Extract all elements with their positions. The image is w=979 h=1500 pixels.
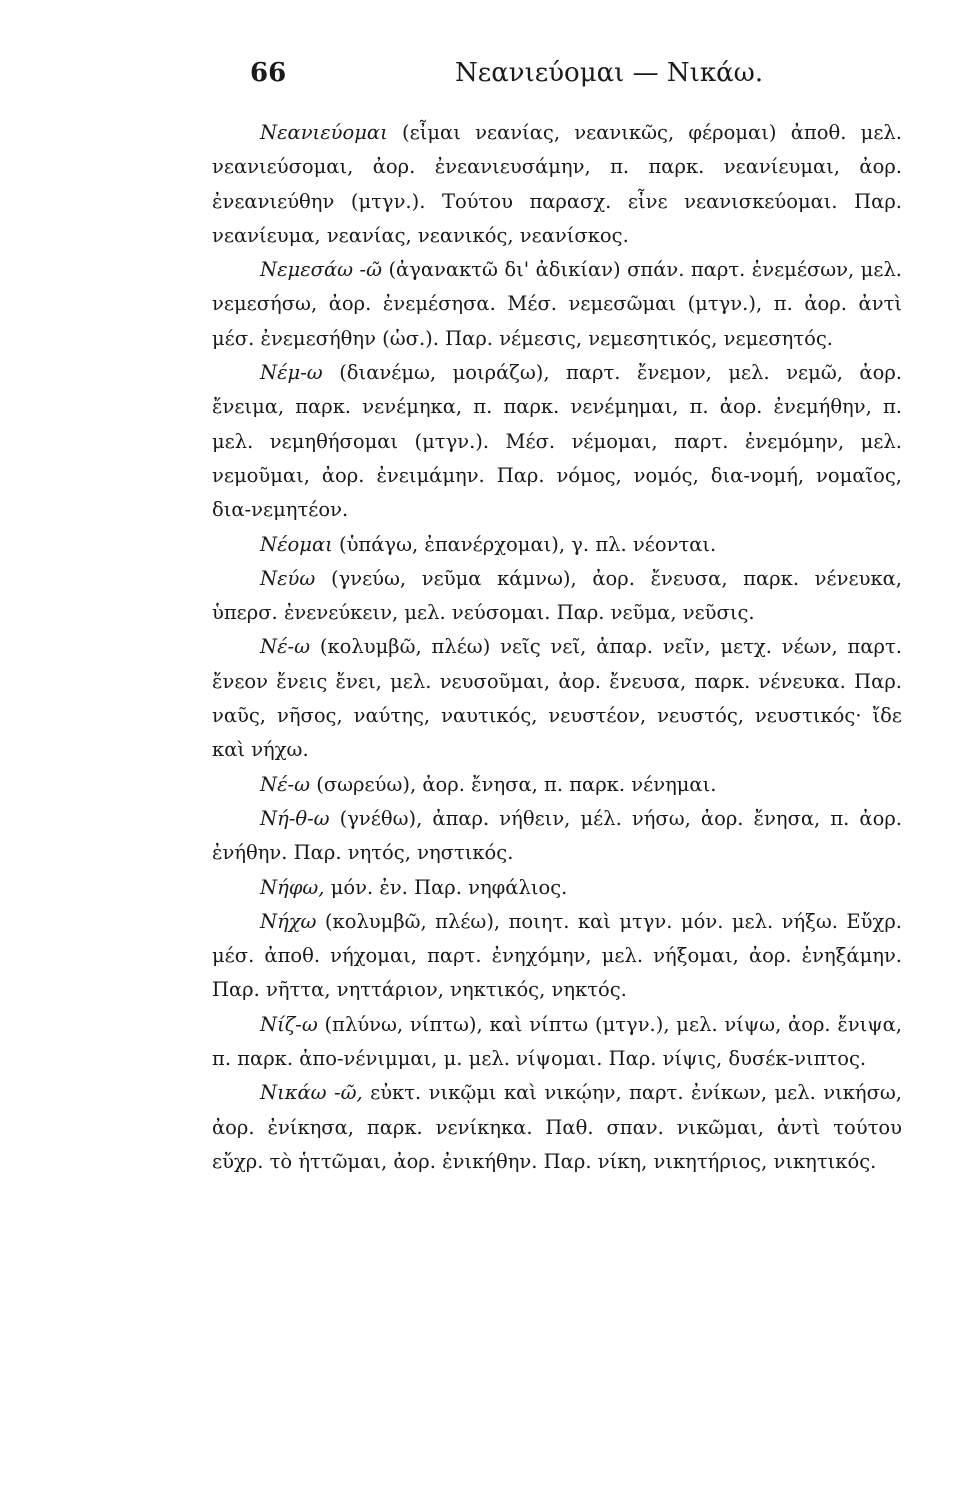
dictionary-entry bbox=[212, 905, 902, 1008]
entry-text: (γνέθω), ἀπαρ. νήθειν, μέλ. νήσω, ἀορ. ἔνησα, π. ἀορ. ἐνήθην. Παρ. νητός, νηστικός. bbox=[212, 806, 902, 865]
running-head-title: Νεανιεύομαι — Νικάω. bbox=[455, 58, 764, 88]
dictionary-entry bbox=[212, 116, 902, 253]
entry-lemma: Νεύω bbox=[260, 566, 316, 590]
dictionary-entry bbox=[212, 802, 902, 871]
dictionary-entry bbox=[212, 871, 902, 905]
running-head bbox=[250, 58, 810, 98]
entry-text: (διανέμω, μοιράζω), παρτ. ἔνεμον, μελ. νεμῶ, ἀορ. ἔνειμα, παρκ. νενέμηκα, π. παρκ. νενέμημαι, π. ἀορ. ἐνεμήθην, π. μελ. νεμηθήσομαι (μτγν.). Μέσ. νέμομαι, παρτ. ἐνεμόμην, μελ. νεμοῦμαι, ἀορ. ἐνειμάμην. Παρ. νόμος, νομός, δια-νομή, νομαῖος, δια-νεμητέον. bbox=[212, 361, 902, 522]
dictionary-entry bbox=[212, 528, 902, 562]
page-number: 66 bbox=[250, 58, 287, 88]
entry-lemma: Νή-θ-ω bbox=[260, 806, 330, 830]
entry-text: (πλύνω, νίπτω), καὶ νίπτω (μτγν.), μελ. νίψω, ἀορ. ἔνιψα, π. παρκ. ἀπο-νένιμμαι, μ. μελ. νίψομαι. Παρ. νίψις, δυσέκ-νιπτος. bbox=[212, 1012, 902, 1071]
dictionary-entry bbox=[212, 1076, 902, 1179]
entry-text: εὐκτ. νικῷμι καὶ νικῴην, παρτ. ἐνίκων, μελ. νικήσω, ἀορ. ἐνίκησα, παρκ. νενίκηκα. Παθ. σπαν. νικῶμαι, ἀντὶ τούτου εὔχρ. τὸ ἡττῶμαι, ἀορ. ἐνικήθην. Παρ. νίκη, νικητήριος, νικητικός. bbox=[212, 1081, 902, 1173]
entry-lemma: Νίζ-ω bbox=[260, 1012, 318, 1036]
entry-text: μόν. ἐν. Παρ. νηφάλιος. bbox=[324, 875, 568, 899]
entry-lemma: Νέμ-ω bbox=[260, 361, 323, 385]
dictionary-body bbox=[212, 116, 902, 1179]
entry-text: (κολυμβῶ, πλέω), ποιητ. καὶ μτγν. μόν. μελ. νήξω. Εὔχρ. μέσ. ἀποθ. νήχομαι, παρτ. ἐνηχόμην, μελ. νήξομαι, ἀορ. ἐνηξάμην. Παρ. νῆττα, νηττάριον, νηκτικός, νηκτός. bbox=[212, 909, 902, 1002]
entry-text: (γνεύω, νεῦμα κάμνω), ἀορ. ἔνευσα, παρκ. νένευκα, ὑπερσ. ἐνενεύκειν, μελ. νεύσομαι. Παρ. νεῦμα, νεῦσις. bbox=[212, 566, 902, 625]
entry-text: (ὑπάγω, ἐπανέρχομαι), γ. πλ. νέονται. bbox=[332, 532, 717, 556]
entry-lemma: Νήχω bbox=[260, 909, 317, 933]
entry-lemma: Νεανιεύομαι bbox=[260, 121, 388, 144]
dictionary-entry bbox=[212, 356, 902, 527]
entry-lemma: Νικάω -ῶ, bbox=[260, 1081, 363, 1105]
dictionary-entry bbox=[212, 1008, 902, 1077]
dictionary-entry bbox=[212, 562, 902, 631]
entry-lemma: Νήφω, bbox=[260, 875, 325, 899]
dictionary-entry bbox=[212, 253, 902, 356]
entry-text: (κολυμβῶ, πλέω) νεῖς νεῖ, ἀπαρ. νεῖν, μετχ. νέων, παρτ. ἔνεον ἔνεις ἔνει, μελ. νευσοῦμαι, ἀορ. ἔνευσα, παρκ. νένευκα. Παρ. ναῦς, νῆσος, ναύτης, ναυτικός, νευστέον, νευστός, νευστικός· ἴδε καὶ νήχω. bbox=[212, 635, 902, 762]
entry-lemma: Νέ-ω bbox=[260, 772, 311, 796]
entry-text: (σωρεύω), ἀορ. ἔνησα, π. παρκ. νένημαι. bbox=[310, 772, 717, 796]
entry-lemma: Νέ-ω bbox=[260, 635, 311, 659]
dictionary-entry bbox=[212, 630, 902, 767]
entry-text: (ἀγανακτῶ δι' ἀδικίαν) σπάν. παρτ. ἐνεμέσων, μελ. νεμεσήσω, ἀορ. ἐνεμέσησα. Μέσ. νεμεσῶμαι (μτγν.), π. ἀορ. ἀντὶ μέσ. ἐνεμεσήθην (ὡσ.). Παρ. νέμεσις, νεμεσητικός, νεμεσητός. bbox=[212, 258, 903, 350]
dictionary-entry bbox=[212, 768, 902, 802]
entry-lemma: Νεμεσάω -ῶ bbox=[260, 258, 382, 282]
entry-text: (εἶμαι νεανίας, νεανικῶς, φέρομαι) ἀποθ. μελ. νεανιεύσομαι, ἀορ. ἐνεανιευσάμην, π. παρκ. νεανίευμαι, ἀορ. ἐνεανιεύθην (μτγν.). Τούτου παρασχ. εἶνε νεανισκεύομαι. Παρ. νεανίευμα, νεανίας, νεανικός, νεανίσκος. bbox=[212, 121, 902, 247]
entry-lemma: Νέομαι bbox=[260, 532, 333, 556]
